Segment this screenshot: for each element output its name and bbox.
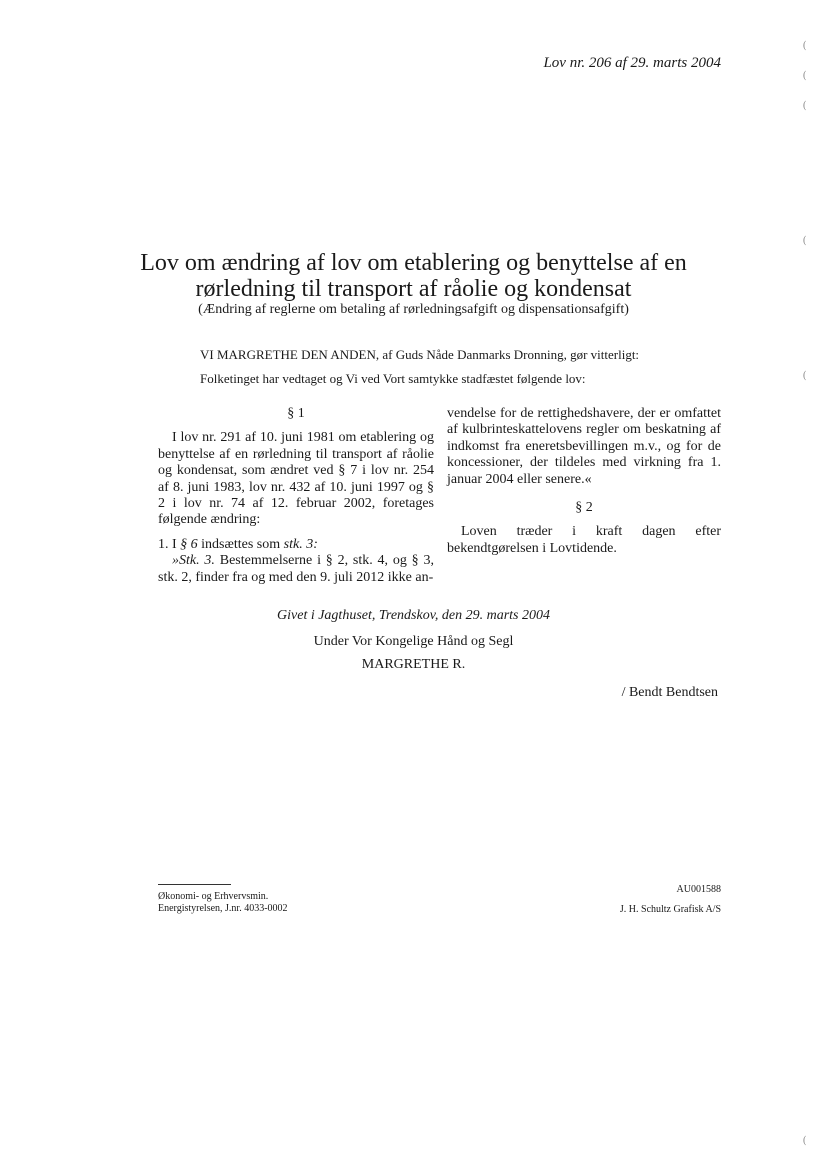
title-line-1: Lov om ændring af lov om etablering og benyttelse af en	[140, 250, 687, 276]
monarch-signature: MARGRETHE R.	[361, 657, 466, 672]
footer-divider	[158, 884, 231, 885]
quote-label: »Stk. 3.	[172, 553, 215, 569]
footer-left	[158, 891, 288, 915]
item-text: I	[172, 536, 177, 552]
scan-mark: (	[803, 100, 807, 111]
law-reference: Lov nr. 206 af 29. marts 2004	[543, 55, 721, 71]
footer-right	[620, 880, 721, 920]
printer-name: J. H. Schultz Grafisk A/S	[619, 904, 721, 915]
scan-mark: (	[803, 1135, 807, 1146]
preamble-line-2: Folketinget har vedtaget og Vi ved Vort samtykke stadfæstet følgende lov:	[200, 371, 586, 386]
item-text: indsættes som	[201, 536, 281, 552]
section-1-heading: § 1	[287, 406, 305, 421]
item-reference: stk. 3:	[283, 536, 318, 552]
section-2-text: Loven træder i kraft dagen efter bekendtgørelsen i Lovtidende.	[447, 524, 721, 556]
item-reference: § 6	[180, 536, 198, 552]
given-at: Givet i Jagthuset, Trendskov, den 29. marts 2004	[277, 608, 550, 623]
scan-mark: (	[803, 40, 807, 51]
left-column	[158, 406, 434, 586]
right-column	[447, 406, 721, 557]
title-line-2: rørledning til transport af råolie og kondensat	[195, 276, 632, 302]
scan-mark: (	[803, 235, 807, 246]
page-title	[0, 250, 827, 302]
subtitle: (Ændring af reglerne om betaling af rørledningsafgift og dispensationsafgift)	[198, 302, 629, 317]
section-1-quote	[158, 553, 434, 586]
footer-ministry: Økonomi- og Erhvervsmin.	[158, 891, 269, 902]
under-seal: Under Vor Kongelige Hånd og Segl	[313, 634, 514, 649]
scan-mark: (	[803, 370, 807, 381]
document-code: AU001588	[676, 884, 721, 895]
section-1-item	[158, 537, 434, 553]
section-1-continuation: vendelse for de rettighedshavere, der er omfattet af kulbrinteskattelovens regler om beskatning af indkomst fra eneretsbevillingen m.v., og for de koncessioner, der tildeles med virkning fra 1. januar 2004 eller senere.«	[447, 406, 721, 487]
section-1-intro: I lov nr. 291 af 10. juni 1981 om etablering og benyttelse af en rørledning til transport af råolie og kondensat, som ændret ved § 7 i lov nr. 254 af 8. juni 1983, lov nr. 432 af 10. juni 1997 og § 2 i lov nr. 74 af 12. februar 2002, foretages følgende ændring:	[158, 430, 434, 528]
scan-mark: (	[803, 70, 807, 81]
section-2-heading: § 2	[575, 500, 593, 516]
quote-text: Bestemmelserne i § 2, stk. 4, og § 3, stk. 2, finder fra og med den 9. juli 2012 ikke an-	[158, 553, 434, 585]
item-number: 1.	[158, 536, 169, 552]
minister-signature: / Bendt Bendtsen	[621, 685, 718, 700]
footer-agency: Energistyrelsen, J.nr. 4033-0002	[158, 903, 288, 914]
preamble-line-1: VI MARGRETHE DEN ANDEN, af Guds Nåde Danmarks Dronning, gør vitterligt:	[200, 347, 640, 362]
